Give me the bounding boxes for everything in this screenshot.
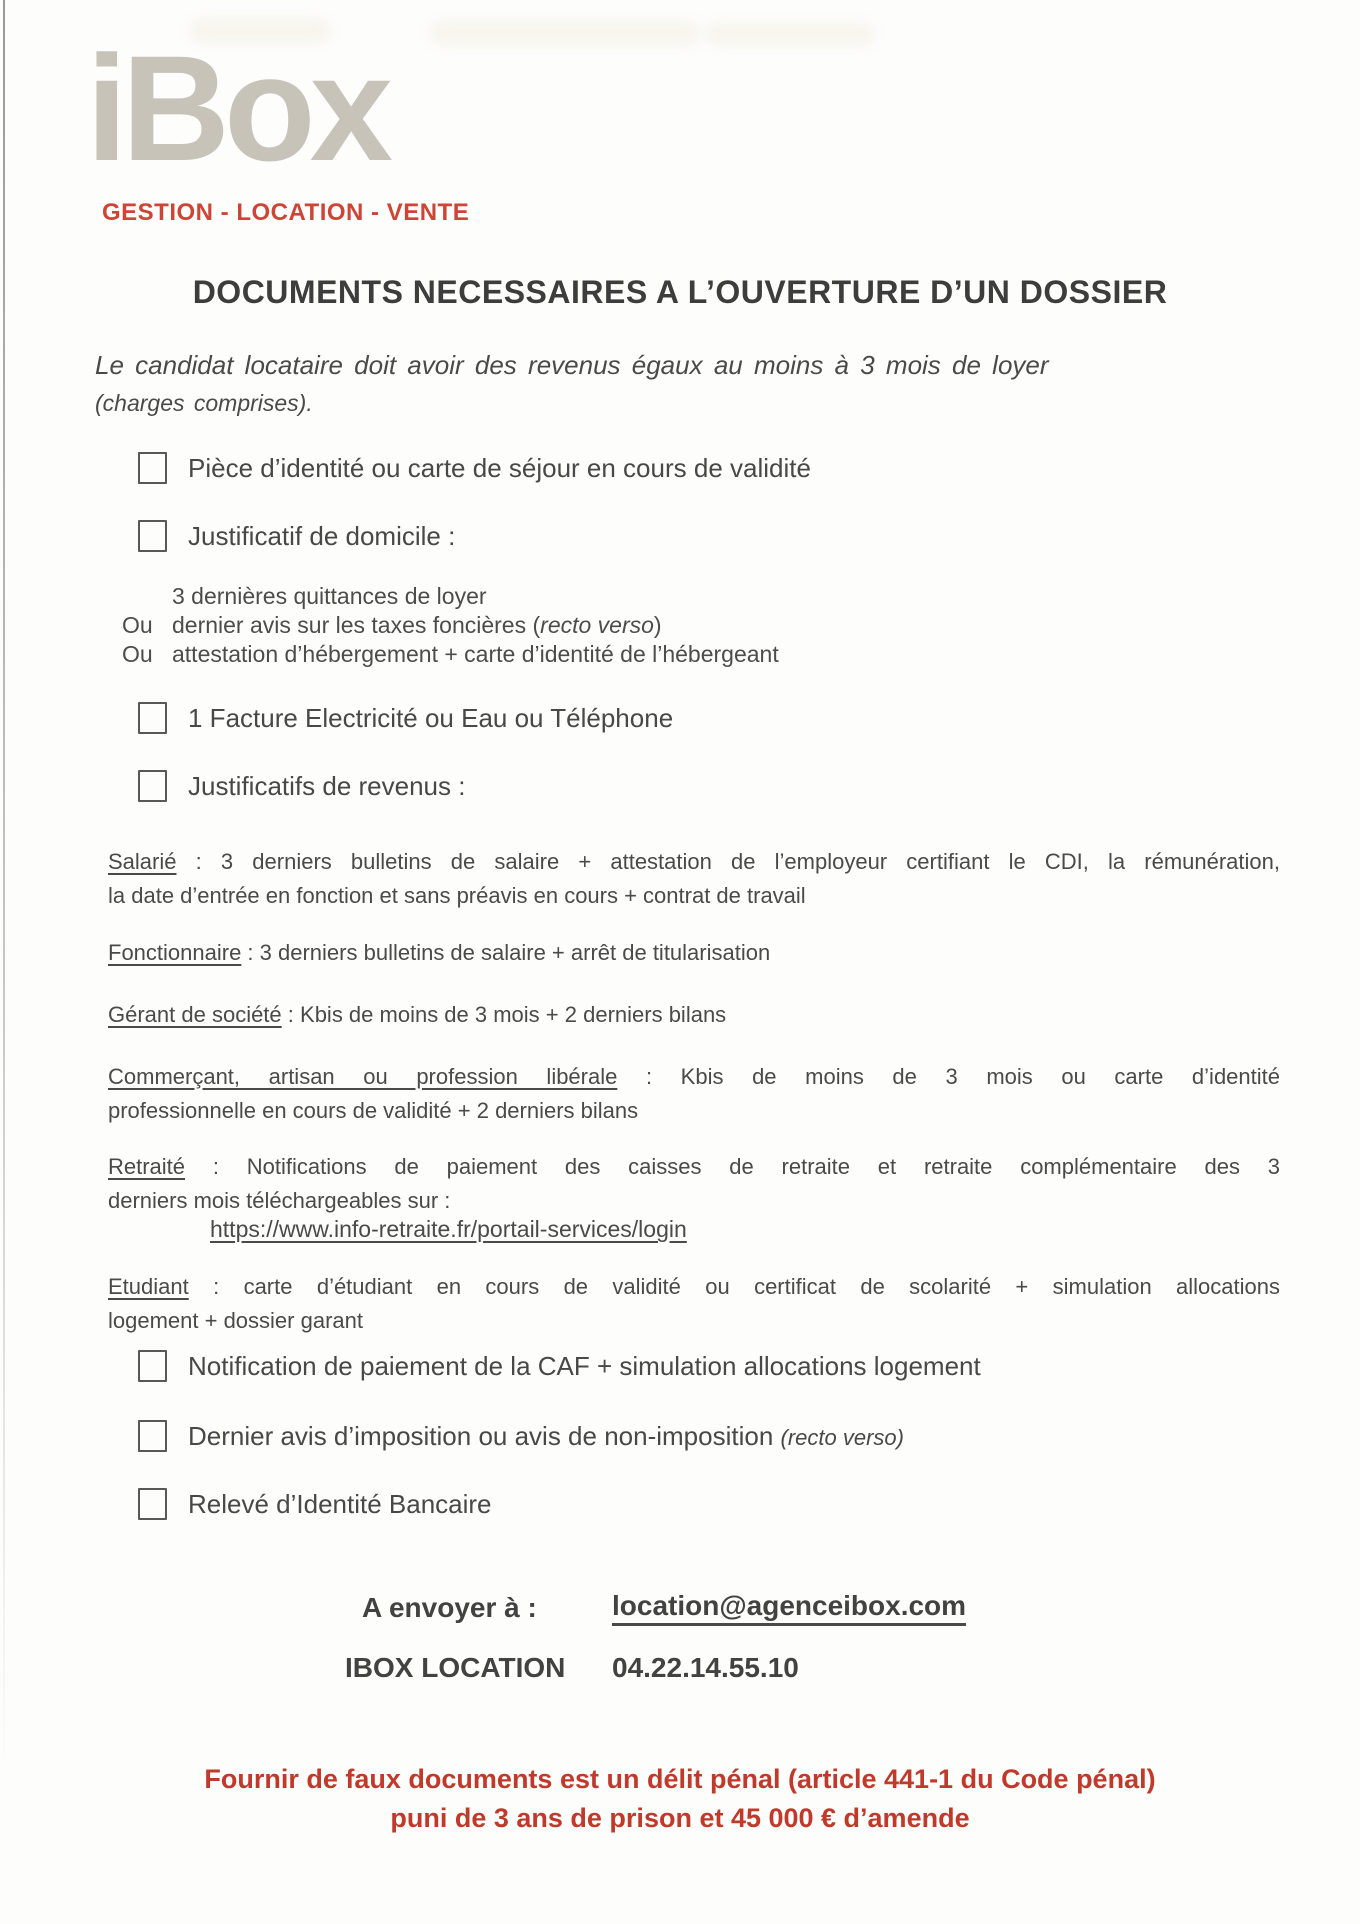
profile-term: Retraité [108, 1154, 186, 1179]
domicile-option-text: 3 dernières quittances de loyer [172, 583, 487, 609]
checklist-item-label: Notification de paiement de la CAF + simulation allocations logement [188, 1351, 981, 1381]
legal-warning-line-1: Fournir de faux documents est un délit pénal (article 441-1 du Code pénal) [204, 1764, 1156, 1794]
domicile-option-text: attestation d’hébergement + carte d’identité de l’hébergeant [172, 641, 779, 667]
scan-smudge [430, 20, 700, 46]
domicile-option-text: dernier avis sur les taxes foncières (recto verso) [172, 612, 662, 638]
domicile-option [0, 641, 1360, 671]
profile-term: Gérant de société [108, 1002, 282, 1027]
legal-warning-line-2: puni de 3 ans de prison et 45 000 € d’amende [390, 1803, 970, 1833]
scan-smudge [705, 22, 875, 46]
legal-warning [0, 1760, 1360, 1838]
checklist-item-label: Justificatifs de revenus : [188, 771, 466, 801]
page-title: DOCUMENTS NECESSAIRES A L’OUVERTURE D’UN DOSSIER [192, 274, 1168, 310]
checklist-item-caf [0, 1350, 1360, 1384]
checklist-item-rib [0, 1488, 1360, 1522]
profile-term: Commerçant, artisan ou profession libérale [108, 1064, 618, 1089]
intro-line-2: (charges comprises). [95, 390, 313, 416]
checklist-item-label: Dernier avis d’imposition ou avis de non-imposition (recto verso) [188, 1421, 904, 1451]
checkbox[interactable] [138, 452, 167, 484]
profile-commercant: Commerçant, artisan ou profession libérale : Kbis de moins de 3 mois ou carte d’identité professionnelle en cours de validité + 2 derniers bilans [108, 1064, 1280, 1123]
ibox-logo: iBox [86, 24, 388, 192]
logo-tagline: GESTION - LOCATION - VENTE [102, 199, 470, 226]
agency-phone: 04.22.14.55.10 [612, 1652, 799, 1683]
or-prefix: Ou [122, 641, 153, 667]
profile-fonctionnaire: Fonctionnaire : 3 derniers bulletins de salaire + arrêt de titularisation [108, 940, 771, 965]
checkbox[interactable] [138, 1350, 167, 1382]
email-link[interactable]: location@agenceibox.com [612, 1590, 966, 1626]
checklist-item-label: Relevé d’Identité Bancaire [188, 1489, 492, 1519]
intro-line-1: Le candidat locataire doit avoir des revenus égaux au moins à 3 mois de loyer [95, 350, 1049, 380]
or-prefix: Ou [122, 612, 153, 638]
profile-term: Etudiant [108, 1274, 189, 1299]
retirement-portal-link[interactable]: https://www.info-retraite.fr/portail-services/login [210, 1216, 687, 1242]
send-to-label: A envoyer à : [362, 1592, 537, 1623]
domicile-option [0, 612, 1360, 642]
checkbox[interactable] [138, 770, 167, 802]
checklist-item-imposition [0, 1420, 1360, 1454]
profile-etudiant: Etudiant : carte d’étudiant en cours de validité ou certificat de scolarité + simulation allocations logement + dossier garant [108, 1274, 1280, 1333]
profile-term: Fonctionnaire [108, 940, 242, 965]
checkbox[interactable] [138, 702, 167, 734]
checklist-item-label: Pièce d’identité ou carte de séjour en cours de validité [188, 453, 811, 483]
checklist-item-revenus [0, 770, 1360, 804]
checklist-item-domicile [0, 520, 1360, 554]
checklist-item-facture [0, 702, 1360, 736]
checkbox[interactable] [138, 1420, 167, 1452]
profile-term: Salarié [108, 849, 177, 874]
domicile-option [0, 583, 1360, 613]
checkbox[interactable] [138, 1488, 167, 1520]
profile-gerant: Gérant de société : Kbis de moins de 3 mois + 2 derniers bilans [108, 1002, 727, 1027]
checklist-item-label: 1 Facture Electricité ou Eau ou Téléphone [188, 703, 674, 733]
checkbox[interactable] [138, 520, 167, 552]
agency-name: IBOX LOCATION [345, 1652, 566, 1683]
profile-salarie: Salarié : 3 derniers bulletins de salaire + attestation de l’employeur certifiant le CDI, la rémunération, la date d’entrée en fonction et sans préavis en cours + contrat de travail [108, 849, 1281, 908]
profile-retraite: Retraité : Notifications de paiement des caisses de retraite et retraite complémentaire des 3 derniers mois téléchargeables sur : [108, 1154, 1280, 1213]
checklist-item-label: Justificatif de domicile : [188, 521, 456, 551]
checklist-item-identity [0, 452, 1360, 486]
